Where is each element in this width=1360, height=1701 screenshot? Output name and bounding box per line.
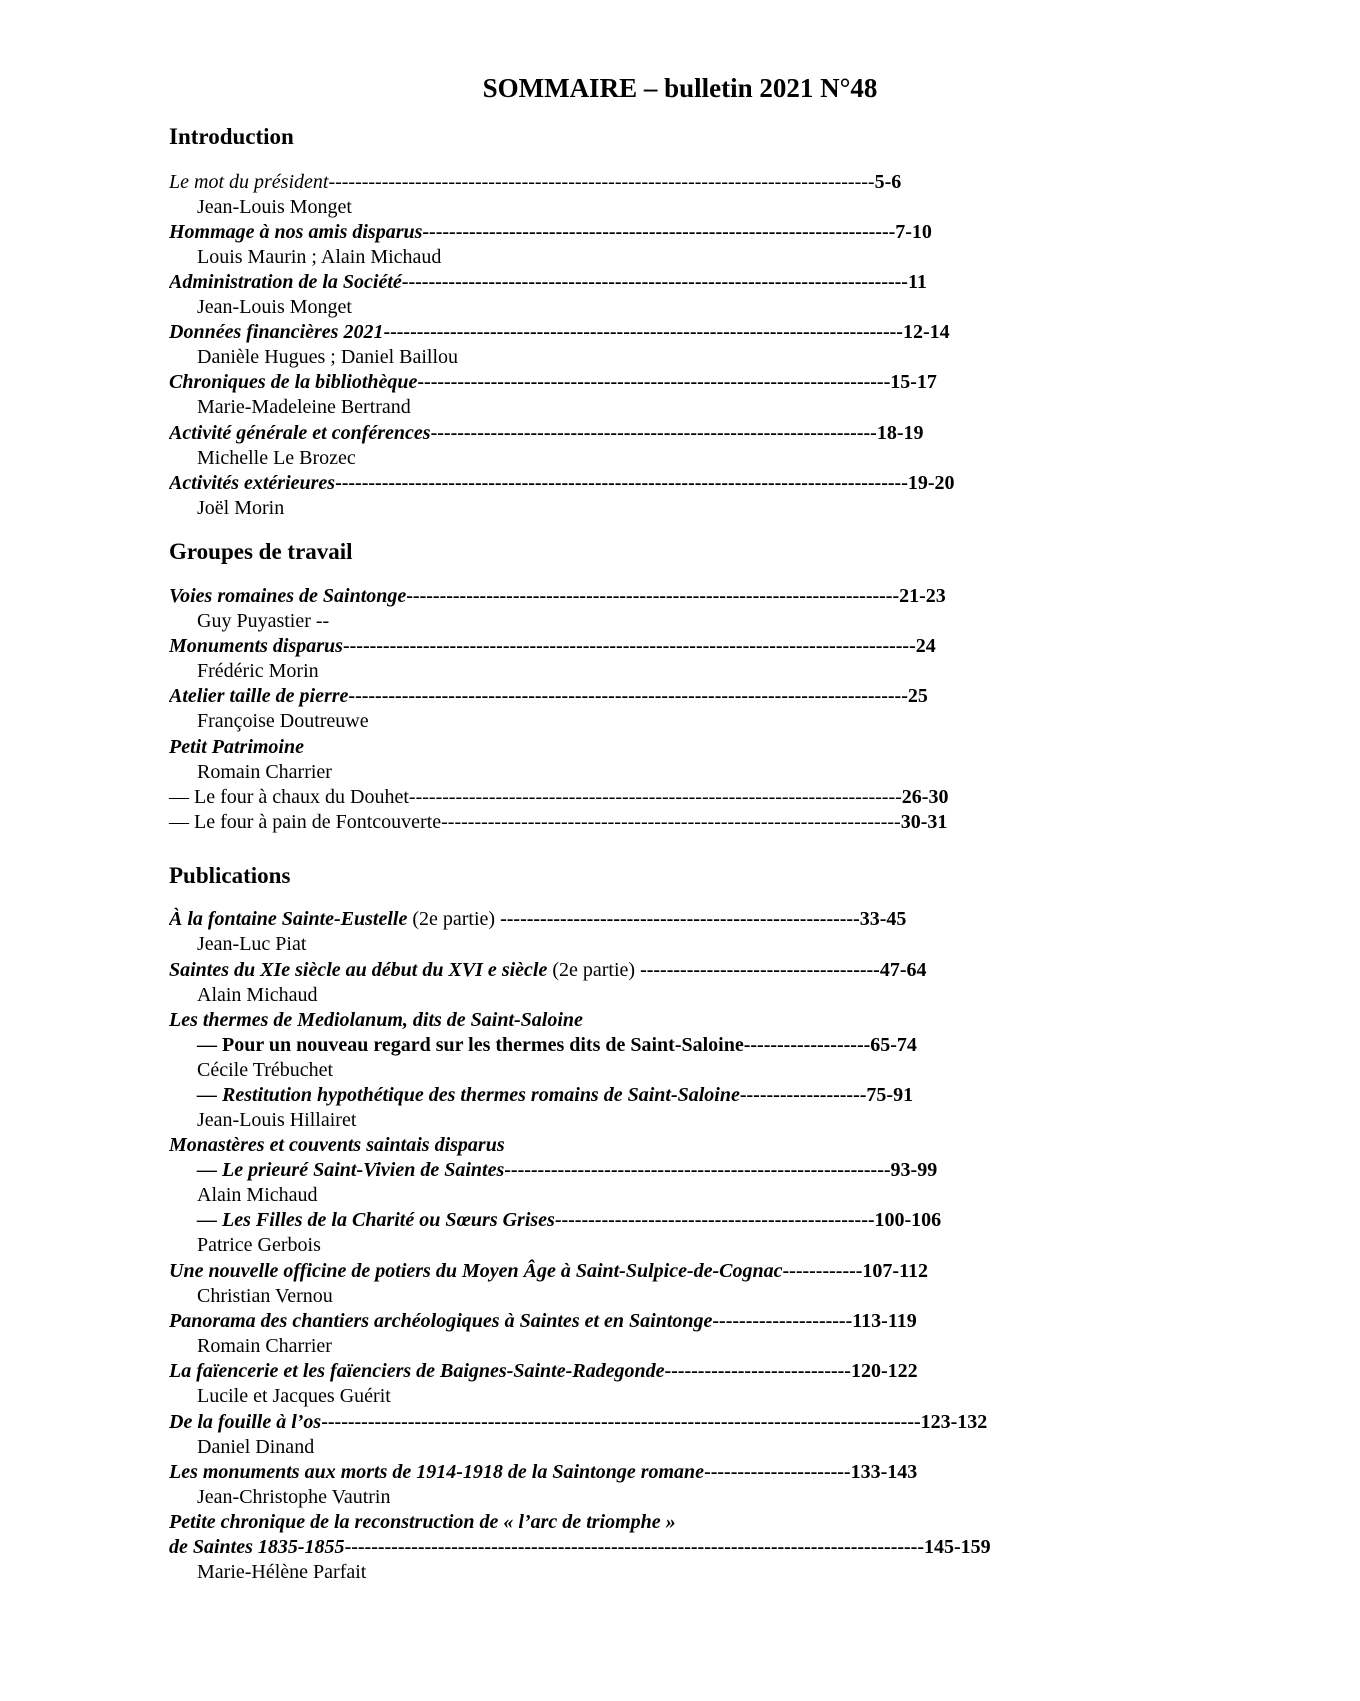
toc-entry: Une nouvelle officine de potiers du Moyen Âge à Saint-Sulpice-de-Cognac------------107-112 bbox=[169, 1260, 928, 1282]
section-heading: Groupes de travail bbox=[169, 539, 353, 564]
toc-author: Marie-Hélène Parfait bbox=[197, 1561, 367, 1583]
toc-author: Guy Puyastier -- bbox=[197, 610, 330, 632]
toc-author: Françoise Doutreuwe bbox=[197, 710, 369, 732]
section-heading: Introduction bbox=[169, 124, 294, 149]
toc-entry: Données financières 2021------------------------------------------------------------------------------12-14 bbox=[169, 321, 950, 343]
toc-author: Louis Maurin ; Alain Michaud bbox=[197, 246, 442, 268]
toc-entry: De la fouille à l’os------------------------------------------------------------------------------------------123-132 bbox=[169, 1411, 988, 1433]
section-heading: Publications bbox=[169, 863, 291, 888]
toc-author: Alain Michaud bbox=[197, 1184, 318, 1206]
toc-entry: Activités extérieures--------------------------------------------------------------------------------------19-20 bbox=[169, 472, 955, 494]
toc-entry: — Restitution hypothétique des thermes romains de Saint-Saloine-------------------75-91 bbox=[197, 1084, 914, 1106]
toc-author: Daniel Dinand bbox=[197, 1436, 315, 1458]
page-title: SOMMAIRE – bulletin 2021 N°48 bbox=[482, 73, 878, 103]
toc-entry: Hommage à nos amis disparus-----------------------------------------------------------------------7-10 bbox=[169, 221, 932, 243]
toc-author: Romain Charrier bbox=[197, 761, 332, 783]
toc-entry: Monuments disparus--------------------------------------------------------------------------------------24 bbox=[169, 635, 936, 657]
toc-author: Christian Vernou bbox=[197, 1285, 333, 1307]
toc-author: Romain Charrier bbox=[197, 1335, 332, 1357]
toc-author: Lucile et Jacques Guérit bbox=[197, 1385, 391, 1407]
toc-author: Frédéric Morin bbox=[197, 660, 319, 682]
toc-entry: Saintes du XIe siècle au début du XVI e siècle (2e partie) ------------------------------------47-64 bbox=[169, 959, 927, 981]
toc-entry: — Les Filles de la Charité ou Sœurs Grises------------------------------------------------100-106 bbox=[197, 1209, 942, 1231]
toc-entry: À la fontaine Sainte-Eustelle (2e partie) ------------------------------------------------------33-45 bbox=[169, 908, 907, 930]
toc-entry: Voies romaines de Saintonge--------------------------------------------------------------------------21-23 bbox=[169, 585, 946, 607]
toc-entry: Petit Patrimoine bbox=[169, 736, 304, 758]
toc-author: Jean-Louis Monget bbox=[197, 296, 352, 318]
toc-author: Marie-Madeleine Bertrand bbox=[197, 396, 411, 418]
toc-entry: Chroniques de la bibliothèque-----------------------------------------------------------------------15-17 bbox=[169, 371, 937, 393]
toc-entry: Petite chronique de la reconstruction de « l’arc de triomphe » bbox=[169, 1511, 676, 1533]
toc-author: Jean-Louis Hillairet bbox=[197, 1109, 357, 1131]
toc-entry: de Saintes 1835-1855---------------------------------------------------------------------------------------145-159 bbox=[169, 1536, 991, 1558]
toc-author: Cécile Trébuchet bbox=[197, 1059, 334, 1081]
toc-entry: Panorama des chantiers archéologiques à Saintes et en Saintonge---------------------113-119 bbox=[169, 1310, 917, 1332]
toc-subentry: — Le four à pain de Fontcouverte---------------------------------------------------------------------30-31 bbox=[169, 811, 948, 833]
toc-entry: Monastères et couvents saintais disparus bbox=[169, 1134, 505, 1156]
toc-author: Danièle Hugues ; Daniel Baillou bbox=[197, 346, 459, 368]
toc-entry: Le mot du président----------------------------------------------------------------------------------5-6 bbox=[169, 171, 902, 193]
toc-entry: Les thermes de Mediolanum, dits de Saint-Saloine bbox=[169, 1009, 583, 1031]
toc-author: Joël Morin bbox=[197, 497, 285, 519]
toc-author: Jean-Luc Piat bbox=[197, 933, 307, 955]
toc-author: Patrice Gerbois bbox=[197, 1234, 321, 1256]
toc-entry: Administration de la Société----------------------------------------------------------------------------11 bbox=[169, 271, 927, 293]
toc-entry: Les monuments aux morts de 1914-1918 de la Saintonge romane----------------------133-143 bbox=[169, 1461, 918, 1483]
toc-entry: — Pour un nouveau regard sur les thermes dits de Saint-Saloine-------------------65-74 bbox=[197, 1034, 917, 1056]
toc-entry: — Le prieuré Saint-Vivien de Saintes----------------------------------------------------------93-99 bbox=[197, 1159, 938, 1181]
toc-entry: Atelier taille de pierre------------------------------------------------------------------------------------25 bbox=[169, 685, 928, 707]
toc-author: Jean-Louis Monget bbox=[197, 196, 352, 218]
toc-author: Jean-Christophe Vautrin bbox=[197, 1486, 391, 1508]
toc-entry: La faïencerie et les faïenciers de Baignes-Sainte-Radegonde----------------------------120-122 bbox=[169, 1360, 918, 1382]
toc-author: Alain Michaud bbox=[197, 984, 318, 1006]
toc-entry: Activité générale et conférences-------------------------------------------------------------------18-19 bbox=[169, 422, 924, 444]
toc-author: Michelle Le Brozec bbox=[197, 447, 356, 469]
toc-subentry: — Le four à chaux du Douhet--------------------------------------------------------------------------26-30 bbox=[169, 786, 949, 808]
